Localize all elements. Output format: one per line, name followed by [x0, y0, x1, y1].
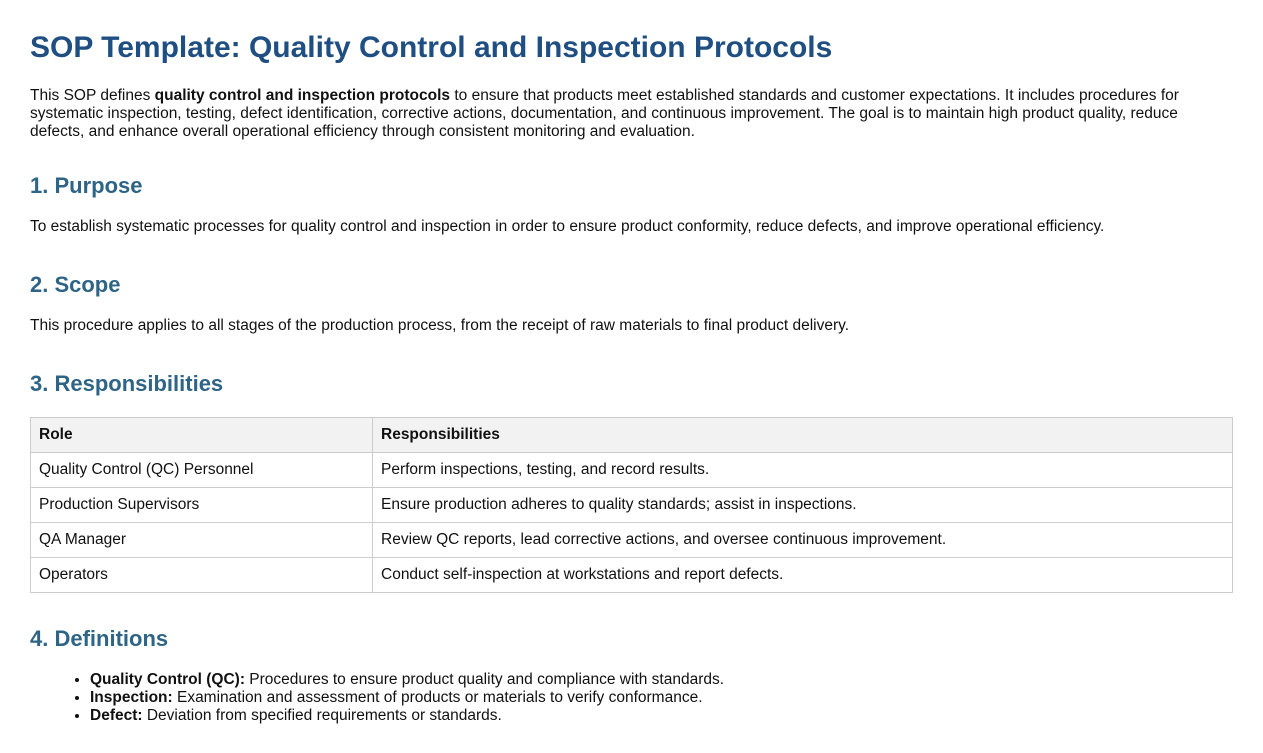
- intro-paragraph: [30, 87, 1233, 141]
- table-header-row: [31, 418, 1233, 453]
- responsibilities-heading: 3. Responsibilities: [30, 371, 224, 396]
- column-header-role: Role: [31, 418, 373, 453]
- table-row: [31, 523, 1233, 558]
- definition-text: Procedures to ensure product quality and compliance with standards.: [245, 671, 725, 688]
- role-cell: Quality Control (QC) Personnel: [31, 453, 373, 488]
- intro-text-bold: quality control and inspection protocols: [154, 87, 451, 104]
- column-header-responsibilities: Responsibilities: [373, 418, 1233, 453]
- purpose-heading: 1. Purpose: [30, 173, 143, 198]
- table-row: [31, 558, 1233, 593]
- definitions-list: [30, 671, 1233, 725]
- definitions-section: [30, 624, 1233, 725]
- responsibility-cell: Conduct self-inspection at workstations and report defects.: [373, 558, 1233, 593]
- intro-text-after: to ensure that products meet established standards and customer expectations. It includes procedures for systematic inspection, testing, defect identification, corrective actions, documentation, and continuous improvement. The goal is to maintain high product quality, reduce defects, and enhance overall operational efficiency through consistent monitoring and evaluation.: [30, 87, 1179, 140]
- table-row: [31, 488, 1233, 523]
- responsibility-cell: Review QC reports, lead corrective actions, and oversee continuous improvement.: [373, 523, 1233, 558]
- purpose-section: [30, 171, 1233, 236]
- intro-text-before: This SOP defines: [30, 87, 155, 104]
- definition-term: Quality Control (QC):: [90, 671, 245, 688]
- list-item: [90, 689, 1233, 707]
- definitions-heading: 4. Definitions: [30, 626, 169, 651]
- scope-text: This procedure applies to all stages of the production process, from the receipt of raw materials to final product delivery.: [30, 317, 850, 334]
- responsibilities-table: [30, 417, 1233, 593]
- page-title: SOP Template: Quality Control and Inspection Protocols: [30, 31, 833, 64]
- definition-text: Examination and assessment of products or materials to verify conformance.: [172, 689, 703, 706]
- scope-heading: 2. Scope: [30, 272, 121, 297]
- responsibilities-section: [30, 369, 1233, 593]
- list-item: [90, 671, 1233, 689]
- definition-term: Defect:: [90, 707, 143, 724]
- scope-section: [30, 270, 1233, 335]
- table-row: [31, 453, 1233, 488]
- role-cell: Production Supervisors: [31, 488, 373, 523]
- definition-term: Inspection:: [90, 689, 173, 706]
- role-cell: QA Manager: [31, 523, 373, 558]
- responsibility-cell: Ensure production adheres to quality standards; assist in inspections.: [373, 488, 1233, 523]
- purpose-text: To establish systematic processes for quality control and inspection in order to ensure product conformity, reduce defects, and improve operational efficiency.: [30, 218, 1105, 235]
- responsibility-cell: Perform inspections, testing, and record results.: [373, 453, 1233, 488]
- definition-text: Deviation from specified requirements or standards.: [142, 707, 502, 724]
- list-item: [90, 707, 1233, 725]
- role-cell: Operators: [31, 558, 373, 593]
